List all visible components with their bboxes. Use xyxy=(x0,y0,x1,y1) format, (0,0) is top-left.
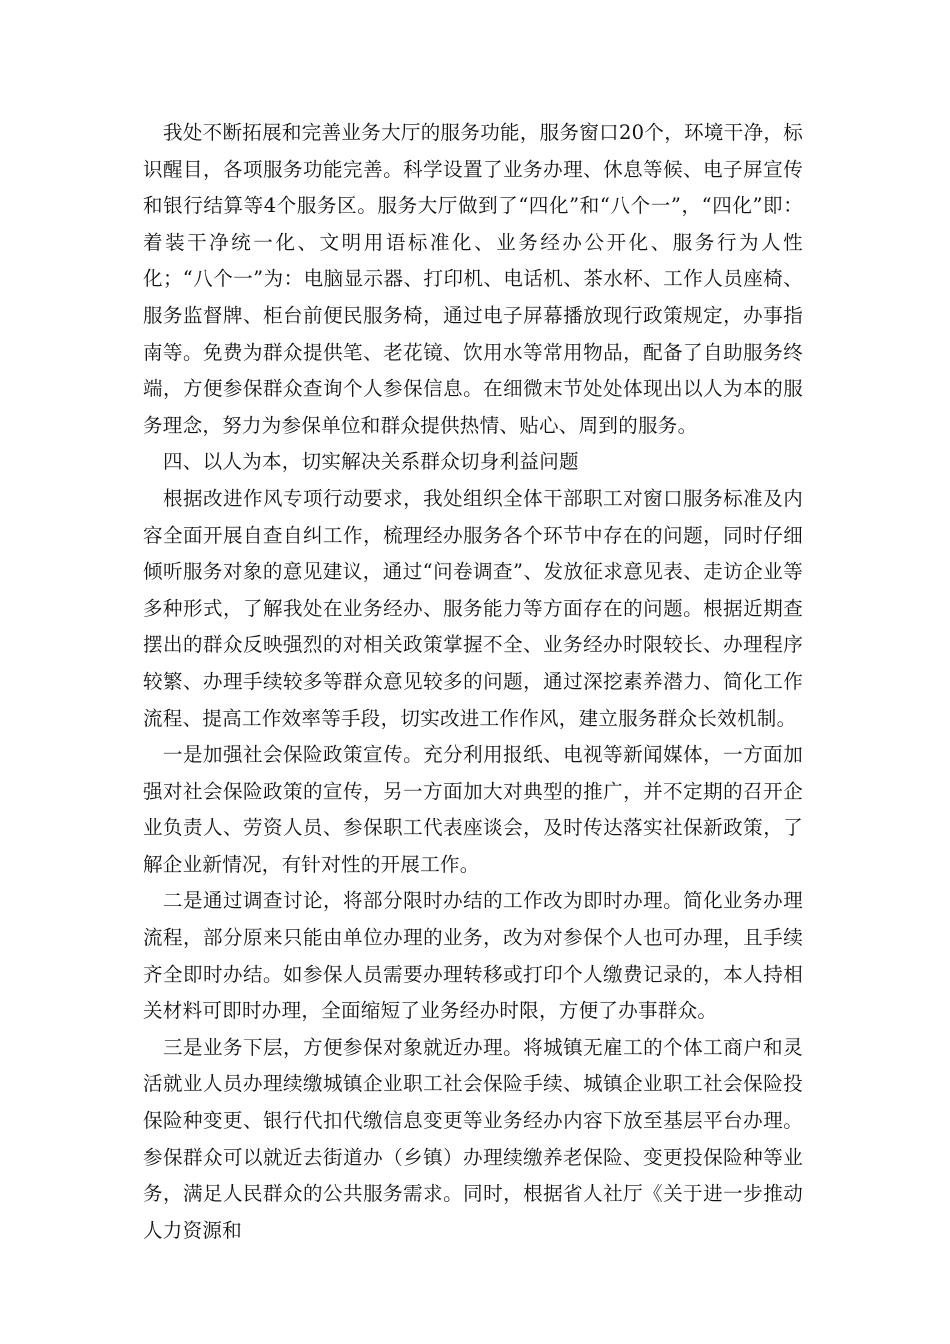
paragraph-self-inspection: 根据改进作风专项行动要求，我处组织全体干部职工对窗口服务标准及内容全面开展自查自纠工作，梳理经办服务各个环节中存在的问题，同时仔细倾听服务对象的意见建议，通过“问卷调查”、发放征求意见表、走访企业等多种形式，了解我处在业务经办、服务能力等方面存在的问题。根据近期查摆出的群众反映强烈的对相关政策掌握不全、业务经办时限较长、办理程序较繁、办理手续较多等群众意见较多的问题，通过深挖素养潜力、简化工作流程、提高工作效率等手段，切实改进工作作风，建立服务群众长效机制。 xyxy=(143,486,803,730)
paragraph-policy-promotion: 一是加强社会保险政策宣传。充分利用报纸、电视等新闻媒体，一方面加强对社会保险政策的宣传，另一方面加大对典型的推广，并不定期的召开企业负责人、劳资人员、参保职工代表座谈会，及时传达落实社保新政策，了解企业新情况，有针对性的开展工作。 xyxy=(143,743,803,876)
paragraph-instant-processing: 二是通过调查讨论，将部分限时办结的工作改为即时办理。简化业务办理流程，部分原来只能由单位办理的业务，改为对参保个人也可办理，且手续齐全即时办结。如参保人员需要办理转移或打印个人缴费记录的，本人持相关材料可即时办理，全面缩短了业务经办时限，方便了办事群众。 xyxy=(143,889,803,1023)
paragraph-service-hall: 我处不断拓展和完善业务大厅的服务功能，服务窗口20个，环境干净，标识醒目，各项服务功能完善。科学设置了业务办理、休息等候、电子屏宣传和银行结算等4个服务区。服务大厅做到了“四化”和“八个一”，“四化”即：着装干净统一化、文明用语标准化、业务经办公开化、服务行为人性化；“八个一”为：电脑显示器、打印机、电话机、茶水杯、工作人员座椅、服务监督牌、柜台前便民服务椅，通过电子屏幕播放现行政策规定，办事指南等。免费为群众提供笔、老花镜、饮用水等常用物品，配备了自助服务终端，方便参保群众查询个人参保信息。在细微末节处处体现出以人为本的服务理念，努力为参保单位和群众提供热情、贴心、周到的服务。 xyxy=(143,121,803,437)
document-body xyxy=(143,115,803,1249)
paragraph-local-service: 三是业务下层，方便参保对象就近办理。将城镇无雇工的个体工商户和灵活就业人员办理续缴城镇企业职工社会保险手续、城镇企业职工社会保险投保险种变更、银行代扣代缴信息变更等业务经办内容下放至基层平台办理。参保群众可以就近去街道办（乡镇）办理续缴养老保险、变更投保险种等业务，满足人民群众的公共服务需求。同时，根据省人社厅《关于进一步推动人力资源和 xyxy=(143,1035,803,1242)
section-heading: 四、以人为本，切实解决关系群众切身利益问题 xyxy=(163,450,579,474)
